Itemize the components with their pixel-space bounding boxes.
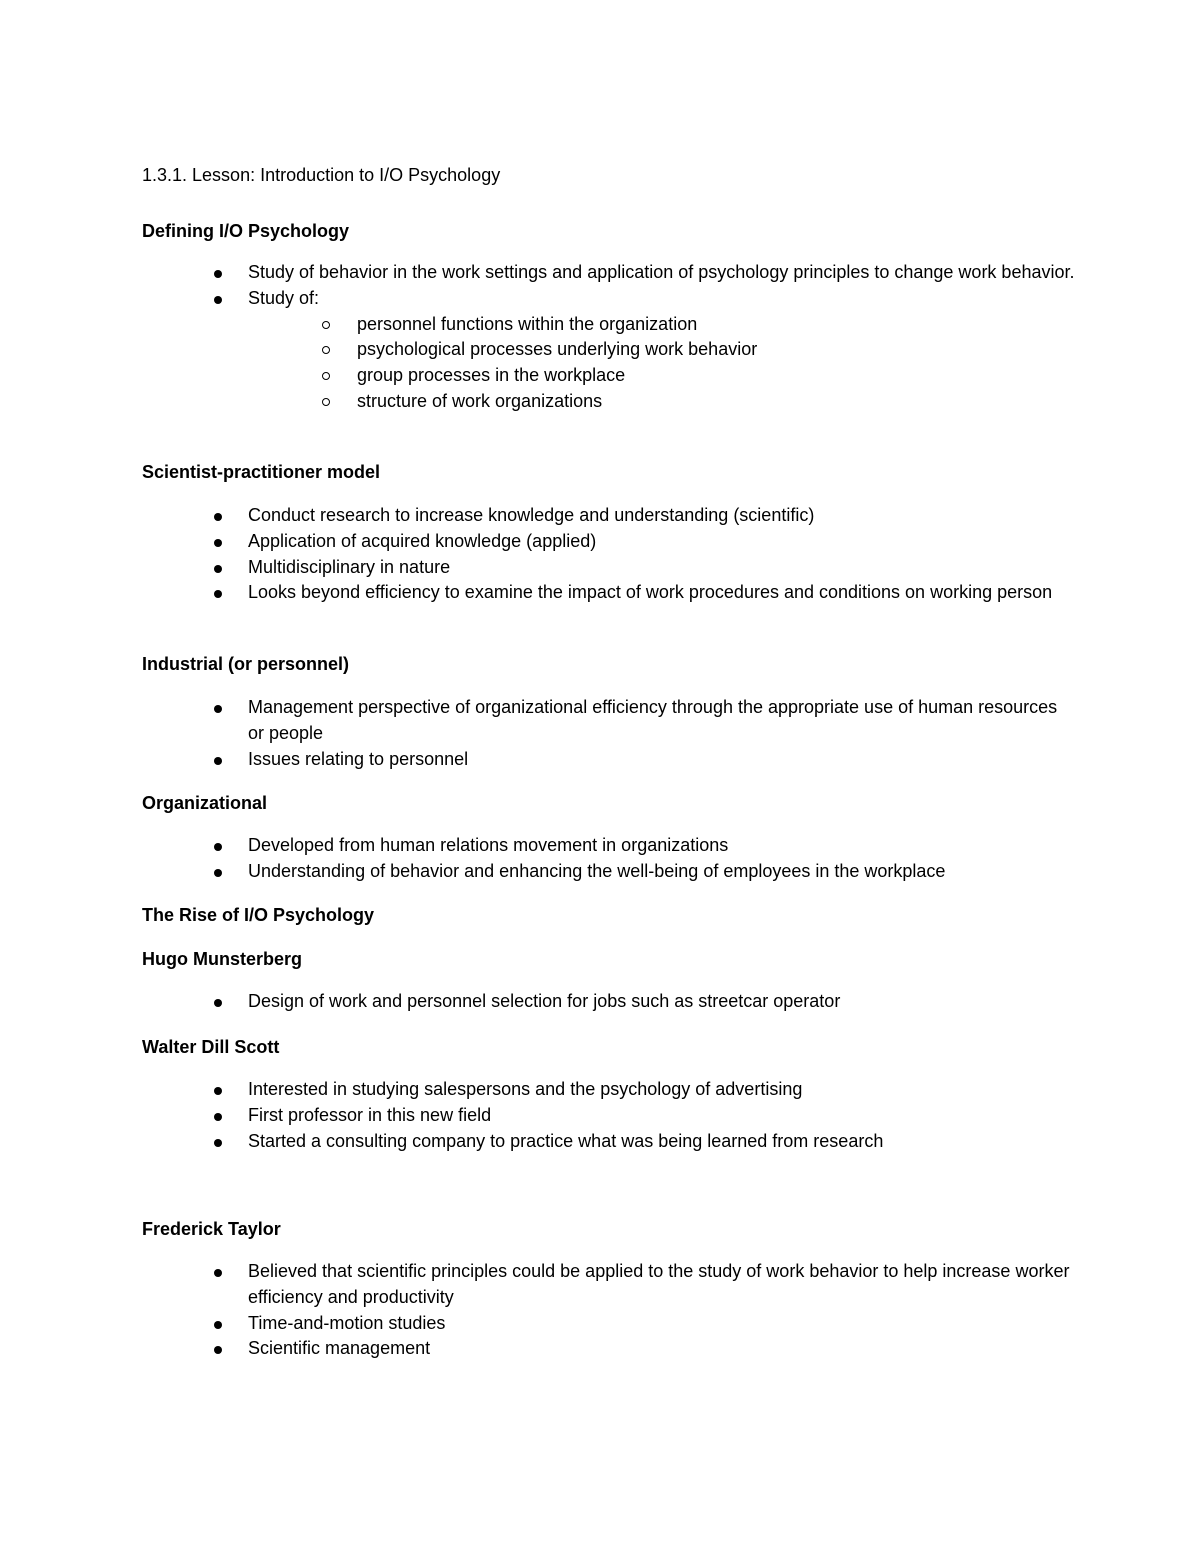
section-heading: Hugo Munsterberg [142,949,302,969]
sub-list-item [0,312,1078,338]
list-item [0,529,1078,555]
list-item-text: Issues relating to personnel [248,748,469,769]
circle-bullet-icon [322,321,330,329]
list-item-text: Multidisciplinary in nature [248,556,451,577]
bullet-list [0,503,1200,606]
bullet-icon [214,1139,222,1147]
bullet-list [0,695,1200,772]
list-item [0,580,1078,606]
list-item [0,555,1078,581]
circle-bullet-icon [322,346,330,354]
list-item-text: Design of work and personnel selection for jobs such as streetcar operator [248,991,841,1011]
list-item-text: Looks beyond efficiency to examine the impact of work procedures and conditions on working person [248,582,1053,603]
bullet-list [0,833,1200,885]
circle-bullet-icon [322,398,330,406]
list-item-text: Interested in studying salespersons and the psychology of advertising [248,1079,803,1099]
list-item-text: Management perspective of organizational efficiency through the appropriate use of human resources or people [248,697,1058,743]
list-item-text: Believed that scientific principles could be applied to the study of work behavior to help increase worker efficiency and productivity [248,1261,1070,1307]
list-item-text: Developed from human relations movement in organizations [248,835,729,855]
bullet-icon [214,1269,222,1277]
list-item [0,1077,1078,1103]
bullet-icon [214,843,222,851]
list-item [0,859,1078,885]
list-item [0,695,1078,747]
list-item [0,260,1078,286]
sub-list-item-text: structure of work organizations [357,390,603,411]
bullet-icon [214,565,222,573]
bullet-icon [214,999,222,1007]
bullet-icon [214,1321,222,1329]
list-item-text: Started a consulting company to practice what was being learned from research [248,1130,884,1151]
list-item-text: Application of acquired knowledge (applied) [248,530,597,551]
list-item [0,747,1078,773]
list-item-text: Conduct research to increase knowledge and understanding (scientific) [248,505,815,525]
sub-list [248,312,1078,415]
section-heading: Defining I/O Psychology [142,221,350,241]
sub-list-item-text: group processes in the workplace [357,365,626,386]
sub-list-item [0,337,1078,363]
section-heading: The Rise of I/O Psychology [142,905,375,925]
list-item-text: Understanding of behavior and enhancing the well-being of employees in the workplace [248,860,946,881]
list-item-text: Study of: [248,287,320,308]
sub-list-item [0,363,1078,389]
list-item [0,286,1078,415]
list-item [0,1336,1078,1362]
list-item [0,503,1078,529]
list-item [0,989,1078,1015]
list-item [0,1103,1078,1129]
bullet-icon [214,1113,222,1121]
section-heading: Organizational [142,793,268,813]
bullet-icon [214,590,222,598]
list-item-text: First professor in this new field [248,1104,492,1125]
list-item-text: Time-and-motion studies [248,1312,446,1333]
sub-list-item-text: psychological processes underlying work behavior [357,339,758,360]
list-item-text: Study of behavior in the work settings and application of psychology principles to change work behavior. [248,262,1075,282]
list-item [0,1311,1078,1337]
bullet-icon [214,1087,222,1095]
bullet-icon [214,296,222,304]
bullet-icon [214,539,222,547]
bullet-icon [214,270,222,278]
bullet-icon [214,1346,222,1354]
bullet-list [0,1259,1200,1362]
bullet-icon [214,757,222,765]
bullet-icon [214,513,222,521]
sub-list-item-text: personnel functions within the organization [357,313,698,334]
list-item-text: Scientific management [248,1338,431,1359]
circle-bullet-icon [322,372,330,380]
section-heading: Frederick Taylor [142,1219,281,1239]
list-item [0,833,1078,859]
section-heading: Walter Dill Scott [142,1037,280,1057]
section-heading: Industrial (or personnel) [142,654,350,674]
section-heading: Scientist-practitioner model [142,462,381,482]
list-item [0,1129,1078,1155]
bullet-icon [214,705,222,713]
bullet-list [0,260,1200,415]
bullet-list [0,1077,1200,1154]
list-item [0,1259,1078,1311]
bullet-list [0,989,1200,1015]
lesson-title: 1.3.1. Lesson: Introduction to I/O Psychology [142,165,501,185]
sub-list-item [0,389,1078,415]
bullet-icon [214,869,222,877]
